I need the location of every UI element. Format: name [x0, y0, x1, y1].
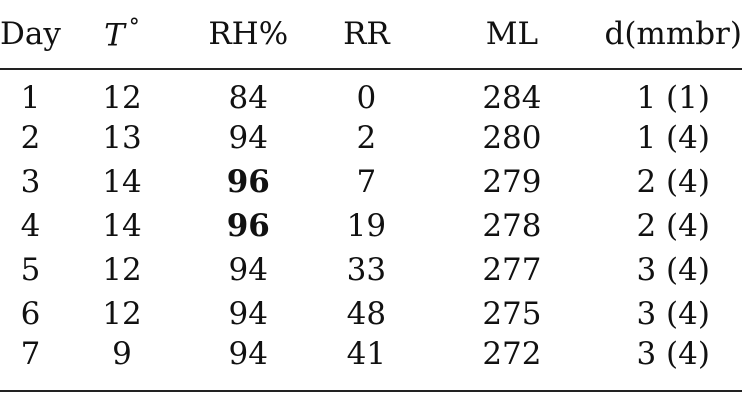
cell-day: 5 — [20, 252, 41, 288]
cell-d: 3 (4) — [636, 252, 710, 288]
cell-rr: 7 — [356, 164, 377, 200]
cell-day: 1 — [20, 80, 41, 116]
table-row — [0, 248, 742, 292]
cell-rh: 94 — [228, 252, 268, 288]
cell-temp: 12 — [102, 296, 142, 332]
cell-d: 2 (4) — [636, 164, 710, 200]
cell-rr: 48 — [346, 296, 387, 332]
cell-rh: 84 — [228, 80, 268, 116]
table-header — [0, 0, 742, 69]
bottom-rule — [0, 390, 742, 392]
cell-rr: 33 — [346, 252, 387, 288]
cell-ml: 277 — [482, 252, 542, 288]
cell-temp: 14 — [102, 164, 142, 200]
cell-rr: 19 — [346, 208, 387, 244]
header-rh: RH% — [208, 16, 289, 52]
cell-temp: 13 — [102, 120, 142, 156]
cell-temp: 9 — [112, 336, 132, 372]
cell-day: 3 — [20, 164, 41, 200]
header-day: Day — [0, 16, 61, 52]
header-ml: ML — [485, 16, 539, 52]
cell-rr: 0 — [356, 80, 377, 116]
cell-day: 2 — [20, 120, 41, 156]
cell-ml: 272 — [482, 336, 542, 372]
table-row — [0, 336, 742, 382]
cell-ml: 278 — [482, 208, 542, 244]
table-body — [0, 69, 742, 382]
cell-ml: 280 — [482, 120, 542, 156]
header-temperature-degree: ° — [128, 14, 140, 40]
cell-rh: 94 — [228, 336, 268, 372]
cell-day: 4 — [20, 208, 41, 244]
cell-temp: 14 — [102, 208, 142, 244]
table-row — [0, 204, 742, 248]
header-row — [0, 0, 742, 69]
cell-d: 3 (4) — [636, 336, 710, 372]
header-d: d(mmbr) — [604, 16, 742, 52]
table-row — [0, 160, 742, 204]
cell-d: 2 (4) — [636, 208, 710, 244]
cell-temp: 12 — [102, 252, 142, 288]
table-row — [0, 69, 742, 116]
cell-ml: 279 — [482, 164, 542, 200]
cell-rr: 2 — [356, 120, 377, 156]
table-row — [0, 116, 742, 160]
cell-rh-highlighted: 96 — [226, 208, 270, 244]
cell-d: 1 (1) — [636, 80, 710, 116]
header-temperature — [61, 0, 183, 69]
cell-rh: 94 — [228, 296, 268, 332]
cell-rh: 94 — [228, 120, 268, 156]
cell-day: 6 — [20, 296, 41, 332]
cell-d: 3 (4) — [636, 296, 710, 332]
header-rr: RR — [343, 16, 390, 52]
cell-day: 7 — [20, 336, 41, 372]
cell-rh-highlighted: 96 — [226, 164, 270, 200]
table-row — [0, 292, 742, 336]
cell-ml: 284 — [482, 80, 542, 116]
cell-ml: 275 — [482, 296, 542, 332]
header-temperature-symbol: T — [104, 17, 125, 54]
cell-rr: 41 — [346, 336, 387, 372]
cell-d: 1 (4) — [636, 120, 710, 156]
cell-temp: 12 — [102, 80, 142, 116]
